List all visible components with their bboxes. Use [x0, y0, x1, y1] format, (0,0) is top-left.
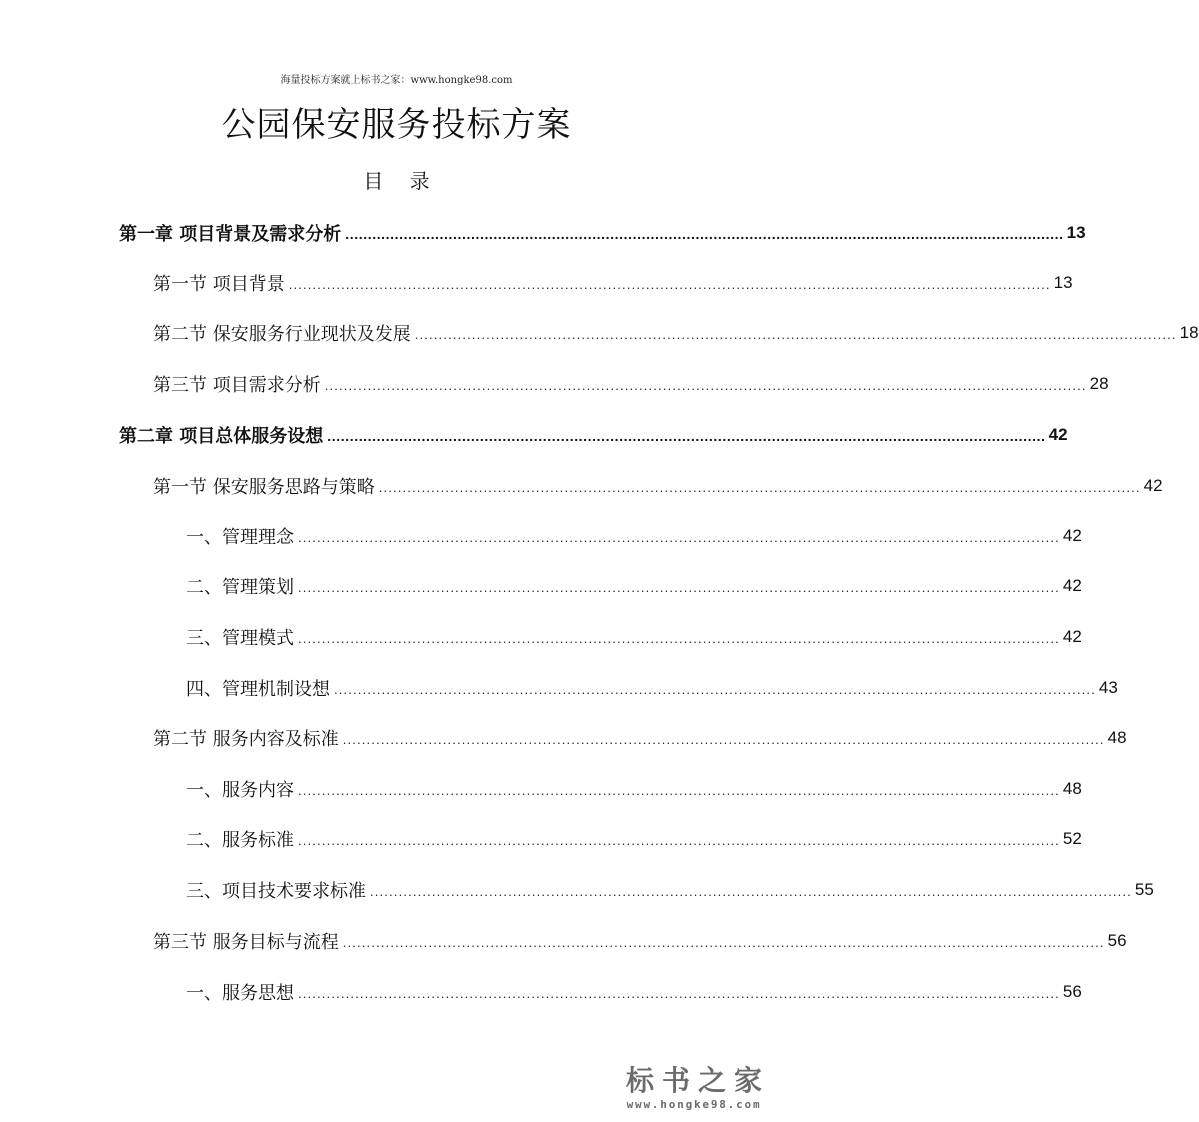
- toc-leader-dots: ................................................................................................................................................................: [324, 378, 1087, 393]
- toc-entry-label: 第一节 保安服务思路与策略: [153, 477, 375, 498]
- toc-entry-page: 56: [1107, 931, 1127, 950]
- toc-entry-page: 56: [1062, 982, 1082, 1001]
- toc-leader-dots: ................................................................................................................................................................: [378, 480, 1141, 495]
- toc-entry-label: 二、服务标准: [186, 830, 294, 851]
- toc-entry-section[interactable]: [0, 926, 1127, 956]
- toc-entry-label: 四、管理机制设想: [186, 679, 330, 700]
- toc-leader-dots: ................................................................................................................................................................: [327, 428, 1046, 444]
- toc-leader-dots: ................................................................................................................................................................: [298, 580, 1060, 595]
- toc-entry-label: 第三节 项目需求分析: [153, 375, 321, 396]
- toc-entry-item[interactable]: [0, 774, 1082, 804]
- toc-entry-page: 48: [1107, 728, 1127, 747]
- toc-entry-page: 43: [1098, 678, 1118, 697]
- toc-entry-chapter-1[interactable]: [0, 218, 1086, 248]
- toc-leader-dots: ................................................................................................................................................................: [370, 884, 1132, 899]
- toc-entry-page: 48: [1062, 779, 1082, 798]
- toc-entry-label: 第二节 保安服务行业现状及发展: [153, 324, 411, 345]
- toc-entry-page: 55: [1134, 880, 1154, 899]
- document-title: 公园保安服务投标方案: [221, 105, 572, 145]
- toc-leader-dots: ................................................................................................................................................................: [288, 277, 1051, 292]
- watermark-url: www.hongke98.com: [626, 1098, 762, 1111]
- toc-leader-dots: ................................................................................................................................................................: [298, 631, 1060, 646]
- toc-heading: 目 录: [363, 169, 440, 193]
- page-header: 海量投标方案就上标书之家：www.hongke98.com: [280, 75, 513, 86]
- toc-entry-label: 三、项目技术要求标准: [186, 881, 366, 902]
- toc-leader-dots: ................................................................................................................................................................: [342, 935, 1105, 950]
- toc-entry-label: 第二节 服务内容及标准: [153, 729, 339, 750]
- toc-leader-dots: ................................................................................................................................................................: [414, 327, 1177, 342]
- toc-leader-dots: ................................................................................................................................................................: [298, 783, 1060, 798]
- toc-entry-label: 第三节 服务目标与流程: [153, 932, 339, 953]
- toc-entry-page: 18: [1179, 323, 1199, 342]
- toc-entry-item[interactable]: [0, 571, 1082, 601]
- toc-entry-label: 第一章 项目背景及需求分析: [119, 224, 342, 245]
- toc-entry-item[interactable]: [0, 824, 1082, 854]
- toc-entry-section[interactable]: [0, 318, 1199, 348]
- toc-entry-chapter-2[interactable]: [0, 420, 1068, 450]
- toc-entry-page: 28: [1089, 374, 1109, 393]
- toc-entry-section[interactable]: [0, 723, 1127, 753]
- toc-leader-dots: ................................................................................................................................................................: [298, 530, 1060, 545]
- watermark-brand: 标书之家: [625, 1064, 770, 1097]
- watermark-logo: [609, 1064, 779, 1112]
- toc-entry-label: 二、管理策划: [186, 577, 294, 598]
- toc-entry-item[interactable]: [0, 875, 1154, 905]
- toc-entry-section[interactable]: [0, 369, 1109, 399]
- toc-leader-dots: ................................................................................................................................................................: [298, 986, 1060, 1001]
- toc-entry-label: 一、管理理念: [186, 527, 294, 548]
- toc-entry-page: 42: [1062, 627, 1082, 646]
- toc-entry-page: 13: [1053, 273, 1073, 292]
- toc-entry-item[interactable]: [0, 622, 1082, 652]
- toc-entry-section[interactable]: [0, 268, 1073, 298]
- toc-entry-page: 13: [1066, 223, 1086, 242]
- toc-leader-dots: ................................................................................................................................................................: [345, 226, 1064, 242]
- toc-entry-section[interactable]: [0, 471, 1163, 501]
- toc-entry-label: 一、服务内容: [186, 780, 294, 801]
- toc-entry-item[interactable]: [0, 977, 1082, 1007]
- toc-entry-item[interactable]: [0, 521, 1082, 551]
- toc-entry-label: 一、服务思想: [186, 983, 294, 1004]
- toc-entry-item[interactable]: [0, 673, 1118, 703]
- toc-entry-page: 52: [1062, 829, 1082, 848]
- toc-leader-dots: ................................................................................................................................................................: [298, 833, 1060, 848]
- toc-entry-page: 42: [1062, 576, 1082, 595]
- toc-entry-page: 42: [1048, 425, 1068, 444]
- toc-leader-dots: ................................................................................................................................................................: [334, 682, 1096, 697]
- toc-entry-label: 第二章 项目总体服务设想: [119, 426, 324, 447]
- toc-entry-label: 第一节 项目背景: [153, 274, 285, 295]
- toc-entry-page: 42: [1062, 526, 1082, 545]
- toc-leader-dots: ................................................................................................................................................................: [342, 732, 1105, 747]
- toc-entry-label: 三、管理模式: [186, 628, 294, 649]
- toc-entry-page: 42: [1143, 476, 1163, 495]
